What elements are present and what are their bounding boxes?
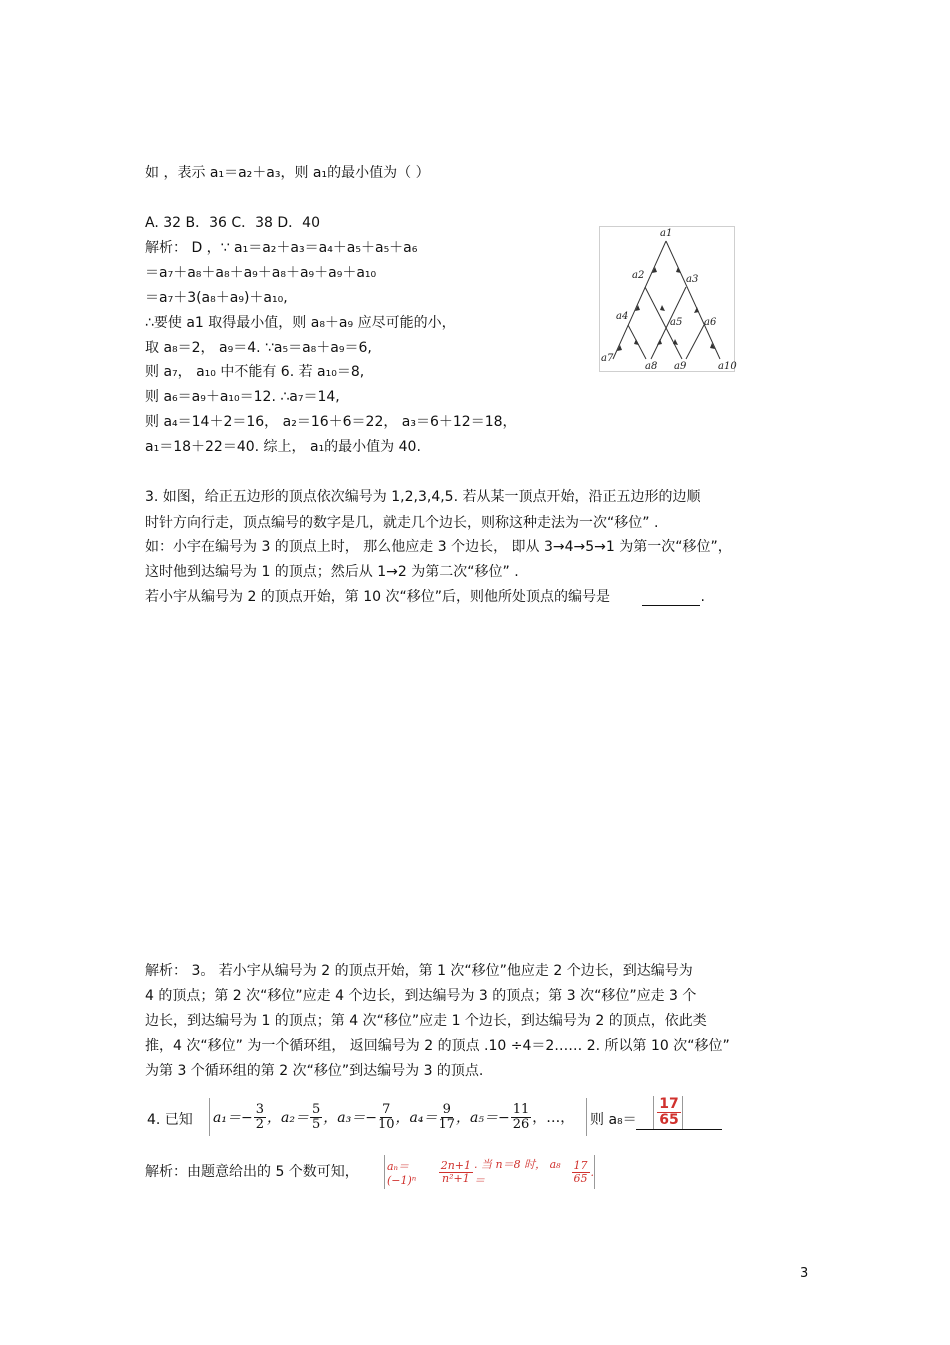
label-a2: a2 (632, 270, 645, 281)
label-a10: a10 (718, 361, 737, 372)
label-a3: a3 (686, 274, 699, 285)
solution-line: ∴要使 a1 取得最小值，则 a₈＋a₉ 应尽可能的小， (145, 315, 456, 331)
question-3-line: 3. 如图，给正五边形的顶点依次编号为 1,2,3,4,5. 若从某一顶点开始，沿正五边形的边顺 (145, 489, 701, 505)
solution-3-line: 解析： 3。 若小宇从编号为 2 的顶点开始，第 1 次“移位”他应走 2 个边长，到达编号为 (145, 963, 693, 979)
solution-3-line: 推，4 次“移位” 为一个循环组， 返回编号为 2 的顶点 .10 ÷4＝2…… 2. 所以第 10 次“移位” (145, 1038, 730, 1054)
fraction: $\frac{17}{65}$ (573, 1158, 588, 1185)
solution-line: 则 a₄＝14＋2＝16， a₂＝16＋6＝22， a₃＝6＋12＝18， (145, 414, 517, 430)
solution-4-prefix: 解析：由题意给出的 5 个数可知， (145, 1164, 359, 1180)
math-text: a₁＝− (213, 1110, 253, 1126)
solution-line: 取 a₈＝2， a₉＝4. ∵a₅＝a₈＋a₉＝6, (145, 340, 372, 356)
fraction: $\frac{9}{17}$ (438, 1101, 455, 1132)
label-a9: a9 (674, 361, 687, 372)
solution-4-formula: aₙ＝(−1)ⁿ $\frac{2n+1}{\text{n²+1}}$ . 当 n＝8 时， a₈＝ $\frac{17}{65}$ . (384, 1155, 595, 1189)
solution-3-line: 4 的顶点；第 2 次“移位”应走 4 个边长，到达编号为 3 的顶点；第 3 次“移位”应走 3 个 (145, 988, 697, 1004)
question-3-prompt: 若小宇从编号为 2 的顶点开始，第 10 次“移位”后，则他所处顶点的编号是 (145, 589, 611, 605)
solution-3-line: 边长，到达编号为 1 的顶点；第 4 次“移位”应走 1 个边长，到达编号为 2 的顶点，依此类 (145, 1013, 707, 1029)
solution-line: 则 a₇， a₁₀ 中不能有 6. 若 a₁₀＝8, (145, 364, 365, 380)
solution-3-line: 为第 3 个循环组的第 2 次“移位”到达编号为 3 的顶点. (145, 1063, 484, 1079)
label-a8: a8 (645, 361, 658, 372)
answer-fraction: 17 65 (659, 1096, 679, 1128)
question-3-line: 如：小宇在编号为 3 的顶点上时， 那么他应走 3 个边长， 即从 3→4→5→1 为第一次“移位”， (145, 539, 732, 555)
math-text: ，a₅＝− (456, 1110, 510, 1126)
math-text: ，a₄＝ (395, 1110, 438, 1126)
solution-line: ＝a₇＋3(a₈＋a₉)＋a₁₀, (145, 290, 288, 306)
fraction: $\frac{7}{10}$ (377, 1101, 395, 1132)
label-a1: a1 (660, 228, 673, 239)
triangle-svg (600, 227, 737, 372)
fraction: $\frac{3}{2}$ (255, 1101, 264, 1132)
question-4-prefix: 4. 已知 (147, 1112, 193, 1128)
question-4-suffix: 则 a₈＝ (590, 1112, 637, 1128)
fraction: $\frac{5}{5}$ (311, 1101, 321, 1132)
solution-line: 解析： D ，∵ a₁＝a₂＋a₃＝a₄＋a₅＋a₅＋a₆ (145, 240, 418, 256)
label-a6: a6 (704, 317, 717, 328)
label-a7: a7 (601, 353, 614, 364)
question-3-line: 时针方向行走，顶点编号的数字是几，就走几个边长，则称这种走法为一次“移位” . (145, 515, 659, 531)
answer-blank[interactable] (642, 591, 700, 606)
label-a4: a4 (616, 311, 629, 322)
question-3-period: . (700, 589, 705, 605)
math-text: ，a₃＝− (323, 1110, 377, 1126)
page-number: 3 (800, 1266, 809, 1281)
solution-line: a₁＝18＋22＝40. 综上， a₁的最小值为 40. (145, 439, 421, 455)
fraction: $\frac{11}{26}$ (512, 1101, 530, 1132)
question-3-line (145, 588, 705, 606)
number-triangle-diagram (599, 226, 735, 372)
solution-line: 则 a₆＝a₉＋a₁₀＝12. ∴a₇＝14, (145, 389, 340, 405)
solution-line: ＝a₇＋a₈＋a₈＋a₉＋a₈＋a₉＋a₉＋a₁₀ (145, 265, 377, 281)
math-text: ，a₂＝ (266, 1110, 309, 1126)
fraction: $\frac{2n+1}{\text{n²+1}}$ (440, 1158, 472, 1185)
label-a5: a5 (670, 317, 683, 328)
question-2-stem: 如 ，表示 a₁＝a₂＋a₃，则 a₁的最小值为（ ） (145, 165, 430, 181)
question-3-line: 这时他到达编号为 1 的顶点；然后从 1→2 为第二次“移位” . (145, 564, 519, 580)
answer-box (653, 1096, 683, 1130)
answer-underline (636, 1129, 722, 1130)
sequence-expression (209, 1098, 587, 1136)
question-2-options: A. 32 B．36 C．38 D．40 (145, 215, 320, 231)
math-text: ，…， (532, 1110, 575, 1126)
